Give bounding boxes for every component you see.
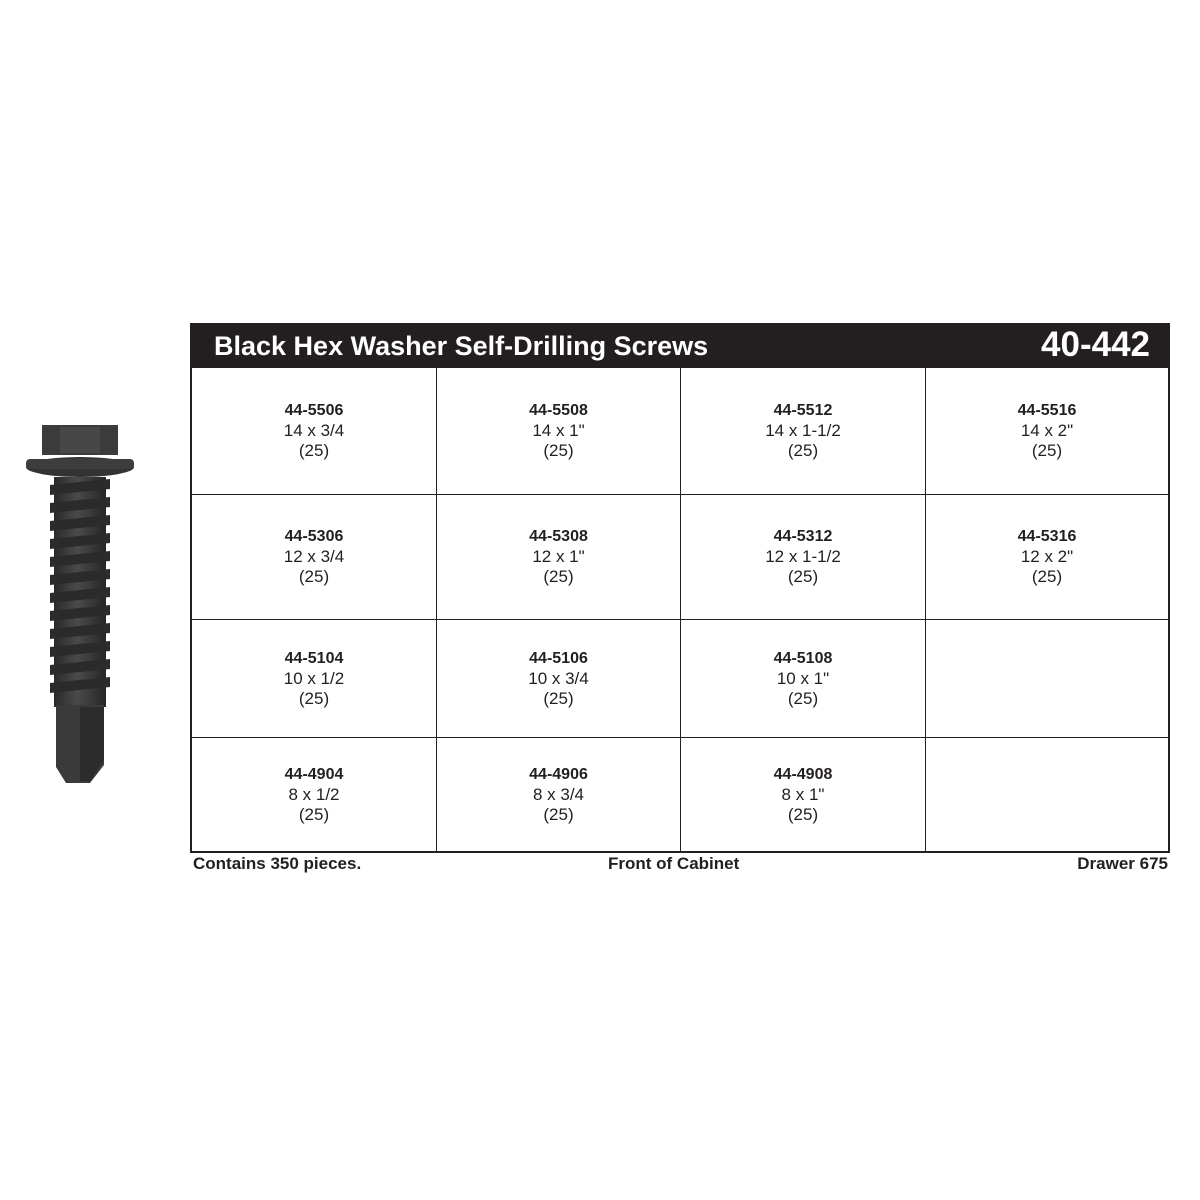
grid-cell: [925, 495, 1168, 619]
kit-number: 40-442: [1041, 325, 1150, 364]
part-quantity: (25): [543, 567, 574, 586]
part-quantity: (25): [298, 688, 330, 708]
grid-cell-empty: [925, 620, 1168, 737]
part-number: 44-5308: [529, 528, 588, 545]
part-quantity: (25): [1031, 567, 1063, 586]
grid-cell: [680, 368, 925, 494]
part-size: 8 x 1": [781, 784, 825, 804]
drawer-number: Drawer 675: [1077, 854, 1168, 873]
piece-count-note: Contains 350 pieces.: [193, 854, 362, 873]
part-quantity: (25): [787, 804, 819, 824]
grid-cell: [680, 738, 925, 851]
part-quantity: (25): [787, 688, 819, 708]
part-number: 44-5316: [1017, 528, 1077, 545]
grid-cell: [192, 495, 436, 619]
grid-cell: [680, 620, 925, 737]
grid-row: [192, 368, 1168, 494]
grid-cell-empty: [925, 738, 1168, 851]
hex-washer-self-drilling-screw-icon: [20, 415, 140, 790]
part-number: 44-4906: [529, 765, 588, 783]
part-number: 44-5516: [1017, 402, 1077, 419]
chart-header: [192, 325, 1168, 368]
part-size: 10 x 3/4: [528, 668, 589, 688]
part-size: 12 x 2": [1020, 547, 1074, 566]
grid-cell: [192, 368, 436, 494]
part-quantity: (25): [298, 804, 330, 824]
part-quantity: (25): [787, 567, 819, 586]
part-quantity: (25): [298, 441, 330, 460]
part-size: 14 x 2": [1020, 421, 1074, 440]
grid-cell: [680, 495, 925, 619]
part-size: 12 x 3/4: [283, 547, 345, 566]
grid-row: [192, 494, 1168, 619]
drawer-grid: [192, 368, 1168, 851]
part-size: 10 x 1": [776, 668, 830, 688]
grid-row: [192, 619, 1168, 737]
grid-cell: [192, 620, 436, 737]
part-size: 8 x 3/4: [532, 784, 585, 804]
part-size: 12 x 1-1/2: [765, 547, 841, 566]
part-number: 44-5512: [773, 402, 833, 419]
part-quantity: (25): [543, 688, 574, 708]
grid-cell: [925, 368, 1168, 494]
chart-title: Black Hex Washer Self-Drilling Screws: [214, 331, 709, 361]
part-number: 44-5506: [284, 402, 344, 419]
part-number: 44-5508: [529, 402, 588, 419]
assortment-chart: [190, 323, 1170, 853]
part-number: 44-5104: [284, 649, 344, 667]
grid-cell: [436, 620, 680, 737]
grid-cell: [436, 738, 680, 851]
part-quantity: (25): [543, 441, 574, 460]
part-size: 14 x 1-1/2: [765, 421, 841, 440]
part-number: 44-5312: [773, 528, 833, 545]
part-quantity: (25): [1031, 441, 1063, 460]
part-quantity: (25): [543, 804, 574, 824]
part-quantity: (25): [298, 567, 330, 586]
part-size: 10 x 1/2: [283, 668, 345, 688]
part-number: 44-4908: [773, 765, 833, 783]
part-size: 14 x 3/4: [283, 421, 345, 440]
part-number: 44-4904: [284, 765, 344, 783]
grid-row: [192, 737, 1168, 851]
part-size: 12 x 1": [532, 547, 585, 566]
part-quantity: (25): [787, 441, 819, 460]
cabinet-orientation-label: Front of Cabinet: [608, 854, 740, 873]
grid-cell: [436, 495, 680, 619]
grid-cell: [192, 738, 436, 851]
part-size: 14 x 1": [532, 421, 585, 440]
part-size: 8 x 1/2: [288, 784, 340, 804]
part-number: 44-5108: [773, 649, 833, 667]
part-number: 44-5106: [529, 649, 588, 667]
part-number: 44-5306: [284, 528, 344, 545]
grid-cell: [436, 368, 680, 494]
